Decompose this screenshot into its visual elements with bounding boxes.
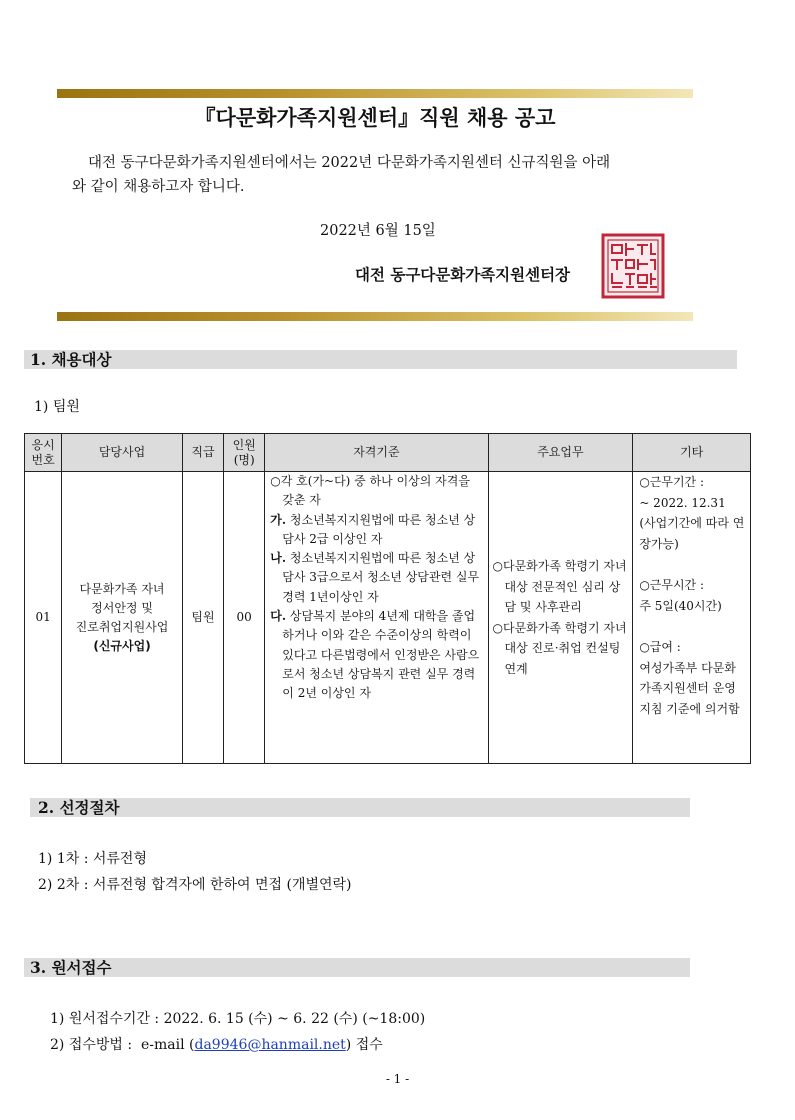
etc-salary-label: ○급여 :	[639, 640, 681, 654]
criteria-text: 상담복지 분야의 4년제 대학을 졸업하거나 이와 같은 수준이상의 학력이 있다고 다른법령에서 인정받은 사람으로서 청소년 상담복지 관련 실무 경력이 2년 이상인 자	[282, 609, 480, 701]
cell-number: 01	[25, 472, 62, 764]
cell-rank: 팀원	[182, 472, 223, 764]
page-number: - 1 -	[385, 1072, 410, 1086]
project-line-3: 진로취업지원사업	[75, 619, 169, 634]
organization-name: 대전 동구다문화가족지원센터장	[355, 265, 571, 284]
section-1-bar	[24, 350, 737, 369]
section-2-bar	[30, 798, 690, 817]
header-etc: 기타	[633, 434, 751, 472]
application-method	[50, 1034, 383, 1054]
etc-period-label: ○근무기간 :	[639, 475, 705, 489]
header-duties: 주요업무	[488, 434, 633, 472]
criteria-marker: 다.	[270, 609, 287, 624]
project-line-2: 정서안정 및	[91, 600, 153, 615]
top-gold-rule	[57, 89, 693, 98]
criteria-text: ○각 호(가~다) 중 하나 이상의 자격을 갖춘 자	[270, 474, 470, 508]
criteria-item	[268, 511, 481, 550]
email-link[interactable]: da9946@hanmail.net	[194, 1037, 346, 1053]
recruitment-table	[24, 433, 751, 764]
criteria-text: 청소년복지지원법에 따른 청소년 상담사 2급 이상인 자	[282, 512, 476, 546]
section-1-title: 1. 채용대상	[30, 350, 112, 369]
header-rank: 직급	[182, 434, 223, 472]
table-header-row	[25, 434, 751, 472]
etc-period-note: (사업기간에 따라 연장가능)	[639, 516, 745, 551]
header-applicant-number	[25, 434, 62, 472]
header-project: 담당사업	[62, 434, 183, 472]
criteria-item	[268, 472, 481, 511]
intro-line-1: 대전 동구다문화가족지원센터에서는 2022년 다문화가족지원센터 신규직원을 아래	[88, 155, 611, 171]
etc-hours-value: 주 5일(40시간)	[639, 598, 722, 613]
cell-project	[62, 472, 183, 764]
announcement-date: 2022년 6월 15일	[320, 223, 436, 239]
section-3-bar	[24, 958, 690, 977]
criteria-item	[268, 549, 481, 607]
section-1-subtitle: 1) 팀원	[34, 399, 80, 415]
application-period: 1) 원서접수기간 : 2022. 6. 15 (수) ~ 6. 22 (수) (~18:00)	[50, 1011, 426, 1027]
intro-line-2: 와 같이 채용하고자 합니다.	[72, 179, 245, 195]
criteria-item	[268, 607, 481, 703]
header-count-l1: 인원	[232, 437, 256, 452]
duty-item: ○다문화가족 학령기 자녀 대상 진로·취업 컨설팅 연계	[492, 620, 627, 676]
header-number-l2: 번호	[31, 452, 55, 467]
project-line-1: 다문화가족 자녀	[79, 581, 165, 596]
method-prefix: 2) 접수방법 : e-mail (	[50, 1037, 195, 1053]
section-2-title: 2. 선정절차	[38, 798, 120, 817]
criteria-marker: 나.	[270, 551, 287, 566]
cell-criteria	[265, 472, 488, 764]
project-tag: (신규사업)	[93, 638, 151, 653]
section-3-title: 3. 원서접수	[30, 958, 112, 977]
bottom-gold-rule	[57, 312, 693, 321]
etc-salary-value: 여성가족부 다문화가족지원센터 운영지침 기준에 의거함	[639, 660, 740, 716]
header-count-l2: (명)	[233, 452, 255, 467]
selection-step-1: 1) 1차 : 서류전형	[38, 851, 147, 867]
header-criteria: 자격기준	[265, 434, 488, 472]
duty-item: ○다문화가족 학령기 자녀 대상 전문적인 심리 상담 및 사후관리	[492, 559, 627, 614]
etc-period-value: ~ 2022. 12.31	[639, 495, 726, 510]
selection-step-2: 2) 2차 : 서류전형 합격자에 한하여 면접 (개별연락)	[38, 877, 352, 893]
header-count	[224, 434, 265, 472]
cell-count: 00	[224, 472, 265, 764]
criteria-marker: 가.	[270, 512, 287, 527]
cell-duties	[488, 472, 633, 764]
official-seal-icon	[601, 233, 665, 299]
method-suffix: ) 접수	[345, 1037, 383, 1053]
table-row	[25, 472, 751, 764]
header-number-l1: 응시	[31, 437, 55, 452]
criteria-text: 청소년복지지원법에 따른 청소년 상담사 3급으로서 청소년 상담관련 실무 경력 1년이상인 자	[282, 551, 480, 604]
document-title: 『다문화가족지원센터』직원 채용 공고	[194, 105, 556, 130]
etc-hours-label: ○근무시간 :	[639, 578, 705, 592]
cell-etc	[633, 472, 751, 764]
